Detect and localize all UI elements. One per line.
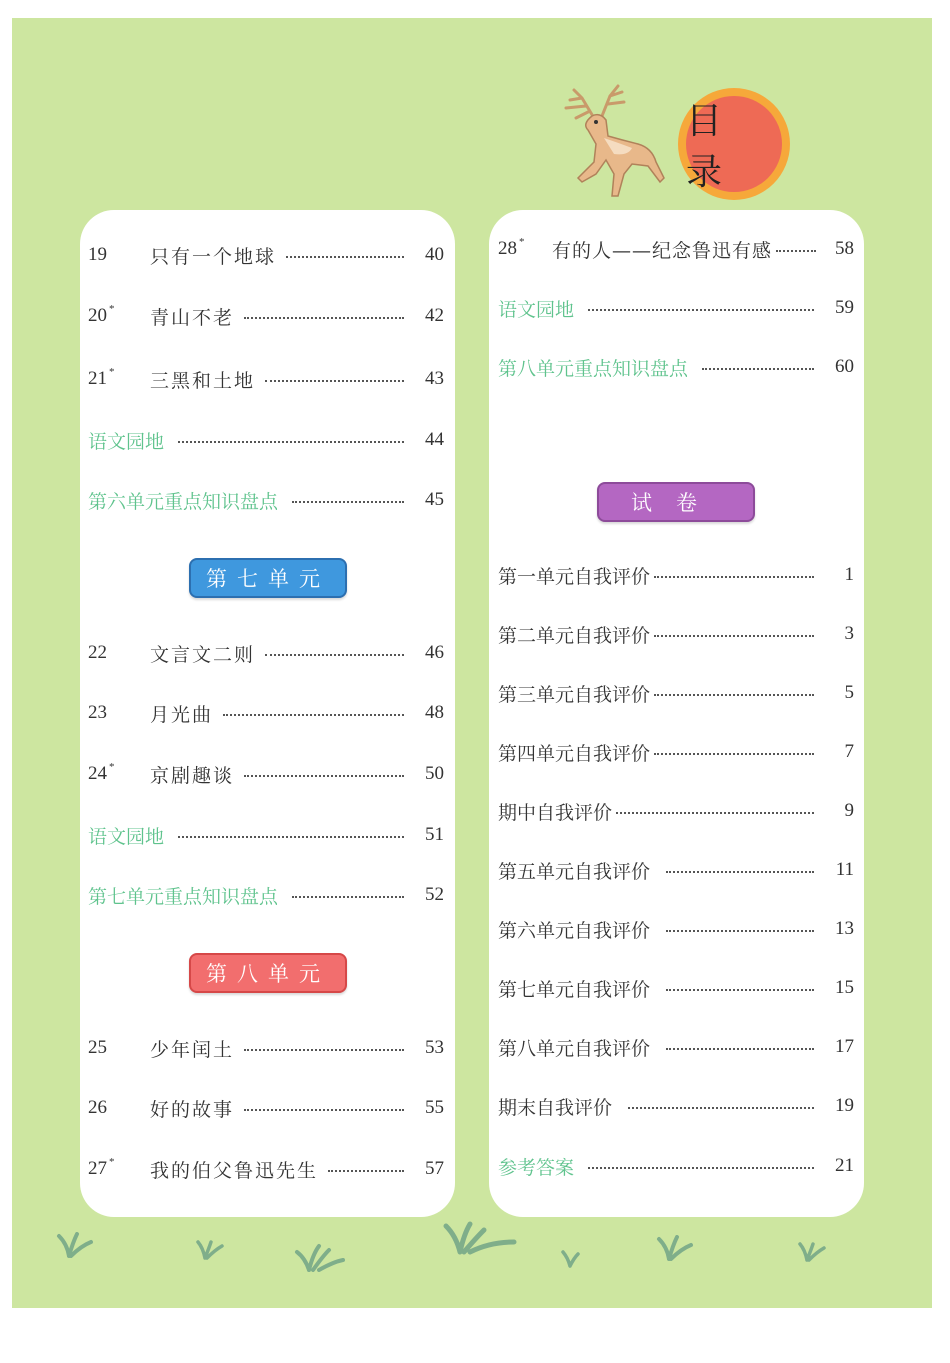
dot-leader — [628, 1107, 814, 1109]
exam-title: 第三单元自我评价 — [498, 683, 651, 706]
toc-entry-garden[interactable] — [80, 818, 455, 852]
dot-leader — [286, 256, 404, 258]
garden-title: 语文园地 — [498, 298, 575, 321]
toc-entry[interactable] — [489, 232, 864, 266]
garden-title: 语文园地 — [88, 430, 165, 453]
exam-entry[interactable] — [489, 971, 864, 1005]
garden-title: 语文园地 — [88, 825, 165, 848]
exam-entry[interactable] — [489, 794, 864, 828]
lesson-number: 22 — [88, 642, 107, 663]
exam-title: 期末自我评价 — [498, 1096, 613, 1119]
page-number: 45 — [425, 489, 444, 510]
page-number: 57 — [425, 1158, 444, 1179]
toc-entry[interactable] — [80, 299, 455, 333]
dot-leader — [654, 753, 814, 755]
page-number: 50 — [425, 763, 444, 784]
lesson-number: 26 — [88, 1097, 107, 1118]
lesson-title: 三黑和土地 — [150, 369, 256, 392]
lesson-number: 27 * — [88, 1156, 115, 1179]
page-number: 13 — [835, 918, 854, 939]
grass-icon — [293, 1242, 347, 1272]
dot-leader — [666, 871, 814, 873]
deer-illustration — [552, 78, 672, 208]
grass-icon — [797, 1240, 827, 1262]
toc-title: 目 录 — [686, 96, 782, 192]
toc-entry[interactable] — [80, 1152, 455, 1186]
page-number: 7 — [844, 741, 854, 762]
toc-entry[interactable] — [80, 238, 455, 272]
page-number: 59 — [835, 297, 854, 318]
lesson-title: 文言文二则 — [150, 643, 256, 666]
exam-entry[interactable] — [489, 1030, 864, 1064]
dot-leader — [223, 714, 404, 716]
dot-leader — [616, 812, 814, 814]
dot-leader — [244, 317, 404, 319]
dot-leader — [265, 380, 404, 382]
dot-leader — [178, 836, 404, 838]
page-number: 11 — [835, 859, 854, 880]
page-number: 40 — [425, 244, 444, 265]
lesson-number: 21 * — [88, 366, 115, 389]
grass-icon — [195, 1238, 225, 1260]
page-number: 9 — [844, 800, 854, 821]
review-title: 第七单元重点知识盘点 — [88, 885, 279, 908]
toc-entry[interactable] — [80, 696, 455, 730]
exam-title: 第四单元自我评价 — [498, 742, 651, 765]
page-number: 5 — [844, 682, 854, 703]
page-number: 15 — [835, 977, 854, 998]
dot-leader — [702, 368, 814, 370]
lesson-title: 有的人——纪念鲁迅有感 — [552, 239, 773, 262]
dot-leader — [776, 250, 816, 252]
dot-leader — [244, 1049, 404, 1051]
toc-entry[interactable] — [80, 757, 455, 791]
dot-leader — [292, 896, 404, 898]
toc-entry[interactable] — [80, 636, 455, 670]
lesson-title: 只有一个地球 — [150, 245, 277, 268]
toc-entry[interactable] — [80, 1031, 455, 1065]
page-number: 43 — [425, 368, 444, 389]
review-title: 第八单元重点知识盘点 — [498, 357, 689, 380]
exam-title: 第六单元自我评价 — [498, 919, 651, 942]
page-number: 46 — [425, 642, 444, 663]
dot-leader — [244, 1109, 404, 1111]
dot-leader — [654, 694, 814, 696]
toc-entry-review[interactable] — [80, 483, 455, 517]
toc-entry-answers[interactable] — [489, 1149, 864, 1183]
exam-entry[interactable] — [489, 1089, 864, 1123]
page-number: 60 — [835, 356, 854, 377]
dot-leader — [244, 775, 404, 777]
exam-title: 第二单元自我评价 — [498, 624, 651, 647]
dot-leader — [654, 576, 814, 578]
dot-leader — [588, 1167, 814, 1169]
lesson-title: 青山不老 — [150, 306, 235, 329]
toc-entry[interactable] — [80, 1091, 455, 1125]
dot-leader — [265, 654, 404, 656]
answers-title: 参考答案 — [498, 1156, 575, 1179]
lesson-title: 少年闰土 — [150, 1038, 235, 1061]
page-number: 58 — [835, 238, 854, 259]
page-number: 21 — [835, 1155, 854, 1176]
dot-leader — [654, 635, 814, 637]
dot-leader — [666, 989, 814, 991]
left-toc-panel — [80, 210, 455, 1217]
exam-entry[interactable] — [489, 912, 864, 946]
lesson-title: 京剧趣谈 — [150, 764, 235, 787]
exam-entry[interactable] — [489, 558, 864, 592]
exam-entry[interactable] — [489, 735, 864, 769]
page-number: 48 — [425, 702, 444, 723]
exam-entry[interactable] — [489, 617, 864, 651]
page-number: 52 — [425, 884, 444, 905]
dot-leader — [588, 309, 814, 311]
grass-icon — [55, 1232, 95, 1258]
exam-entry[interactable] — [489, 676, 864, 710]
lesson-title: 月光曲 — [150, 703, 214, 726]
unit-8-badge: 第八单元 — [189, 953, 347, 993]
page-number: 17 — [835, 1036, 854, 1057]
page-number: 53 — [425, 1037, 444, 1058]
page-number: 44 — [425, 429, 444, 450]
exam-title: 第八单元自我评价 — [498, 1037, 651, 1060]
lesson-title: 好的故事 — [150, 1098, 235, 1121]
lesson-number: 28 * — [498, 236, 525, 259]
exam-title: 期中自我评价 — [498, 801, 613, 824]
exam-title: 第一单元自我评价 — [498, 565, 651, 588]
lesson-number: 25 — [88, 1037, 107, 1058]
unit-7-badge: 第七单元 — [189, 558, 347, 598]
lesson-number: 23 — [88, 702, 107, 723]
dot-leader — [666, 930, 814, 932]
exam-title: 第五单元自我评价 — [498, 860, 651, 883]
page-number: 55 — [425, 1097, 444, 1118]
exam-entry[interactable] — [489, 853, 864, 887]
grass-icon — [442, 1220, 518, 1256]
lesson-number: 20 * — [88, 303, 115, 326]
toc-entry-garden[interactable] — [80, 423, 455, 457]
right-toc-panel — [489, 210, 864, 1217]
dot-leader — [178, 441, 404, 443]
review-title: 第六单元重点知识盘点 — [88, 490, 279, 513]
page-number: 1 — [844, 564, 854, 585]
dot-leader — [666, 1048, 814, 1050]
toc-entry-review[interactable] — [489, 350, 864, 384]
page-number: 3 — [844, 623, 854, 644]
lesson-number: 24 * — [88, 761, 115, 784]
toc-title-badge — [678, 88, 790, 200]
dot-leader — [328, 1170, 404, 1172]
page-number: 51 — [425, 824, 444, 845]
lesson-number: 19 — [88, 244, 107, 265]
toc-entry-review[interactable] — [80, 878, 455, 912]
grass-icon — [560, 1248, 582, 1268]
exam-section-badge: 试卷 — [597, 482, 755, 522]
page-number: 42 — [425, 305, 444, 326]
grass-icon — [655, 1235, 695, 1261]
toc-entry[interactable] — [80, 362, 455, 396]
lesson-title: 我的伯父鲁迅先生 — [150, 1159, 319, 1182]
exam-title: 第七单元自我评价 — [498, 978, 651, 1001]
dot-leader — [292, 501, 404, 503]
page-number: 19 — [835, 1095, 854, 1116]
toc-entry-garden[interactable] — [489, 291, 864, 325]
